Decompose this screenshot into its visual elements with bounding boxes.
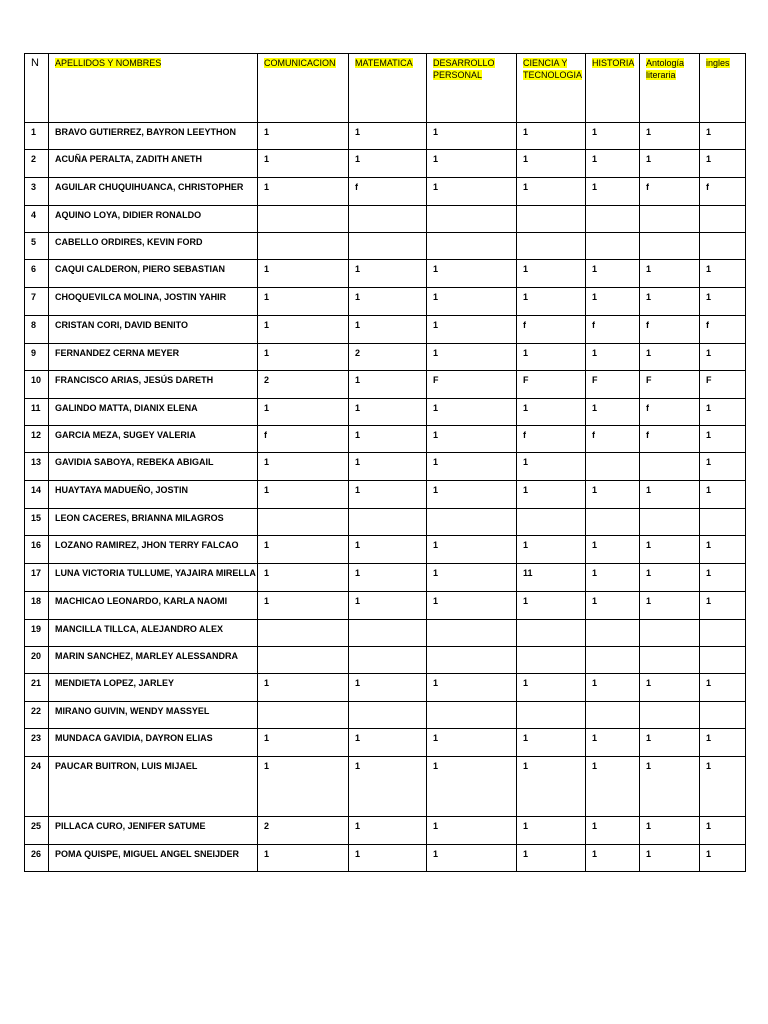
- grade-cell-antologia: 1: [640, 536, 700, 564]
- grade-cell-matematica: 1: [349, 371, 427, 399]
- grade-cell-ciencia: [517, 233, 586, 260]
- grade-cell-comunicacion: 1: [258, 453, 349, 481]
- grade-cell-desarrollo: [427, 647, 517, 674]
- grade-cell-historia: 1: [586, 817, 640, 845]
- grade-cell-matematica: 1: [349, 817, 427, 845]
- grade-cell-comunicacion: 1: [258, 288, 349, 316]
- grade-cell-antologia: 1: [640, 817, 700, 845]
- grade-cell-historia: [586, 509, 640, 536]
- grade-cell-matematica: [349, 233, 427, 260]
- grade-cell-matematica: 1: [349, 481, 427, 509]
- grade-cell-ingles: [700, 206, 746, 233]
- student-name: BRAVO GUTIERREZ, BAYRON LEEYTHON: [49, 123, 258, 150]
- grade-cell-ciencia: 1: [517, 845, 586, 872]
- grade-cell-matematica: 1: [349, 453, 427, 481]
- table-row: [25, 817, 746, 845]
- student-name: PAUCAR BUITRON, LUIS MIJAEL: [49, 757, 258, 817]
- grade-cell-historia: 1: [586, 288, 640, 316]
- student-name: MENDIETA LOPEZ, JARLEY: [49, 674, 258, 702]
- student-name: FRANCISCO ARIAS, JESÚS DARETH: [49, 371, 258, 399]
- grade-cell-antologia: f: [640, 399, 700, 426]
- grade-cell-comunicacion: 1: [258, 399, 349, 426]
- student-name: LEON CACERES, BRIANNA MILAGROS: [49, 509, 258, 536]
- student-name: LUNA VICTORIA TULLUME, YAJAIRA MIRELLA: [49, 564, 258, 592]
- grade-cell-ciencia: 1: [517, 150, 586, 178]
- grade-cell-ingles: 1: [700, 481, 746, 509]
- grade-cell-matematica: [349, 206, 427, 233]
- grade-cell-matematica: [349, 509, 427, 536]
- table-row: [25, 757, 746, 817]
- grade-cell-matematica: 1: [349, 288, 427, 316]
- header-desarrollo-label: DESARROLLO PERSONAL: [433, 58, 495, 80]
- grade-cell-desarrollo: 1: [427, 845, 517, 872]
- grade-cell-antologia: F: [640, 371, 700, 399]
- header-ingles-label: ingles: [706, 58, 730, 68]
- student-name: GAVIDIA SABOYA, REBEKA ABIGAIL: [49, 453, 258, 481]
- grade-cell-antologia: [640, 453, 700, 481]
- grade-cell-ciencia: 1: [517, 288, 586, 316]
- header-comunicacion-label: COMUNICACION: [264, 58, 336, 68]
- grade-cell-historia: 1: [586, 481, 640, 509]
- grade-cell-desarrollo: 1: [427, 123, 517, 150]
- grade-cell-matematica: 1: [349, 536, 427, 564]
- student-name: GALINDO MATTA, DIANIX ELENA: [49, 399, 258, 426]
- grade-cell-antologia: 1: [640, 288, 700, 316]
- grade-cell-historia: 1: [586, 344, 640, 371]
- grade-cell-antologia: 1: [640, 344, 700, 371]
- grade-cell-ingles: 1: [700, 592, 746, 620]
- row-number: 6: [25, 260, 49, 288]
- grade-cell-ciencia: F: [517, 371, 586, 399]
- grade-cell-desarrollo: 1: [427, 178, 517, 206]
- grade-cell-comunicacion: 1: [258, 481, 349, 509]
- grade-cell-ingles: 1: [700, 536, 746, 564]
- grade-cell-historia: f: [586, 316, 640, 344]
- table-row: [25, 481, 746, 509]
- grade-cell-ciencia: 1: [517, 178, 586, 206]
- grade-cell-historia: 1: [586, 592, 640, 620]
- grade-cell-comunicacion: 1: [258, 344, 349, 371]
- grade-cell-desarrollo: 1: [427, 536, 517, 564]
- grade-cell-matematica: 1: [349, 674, 427, 702]
- grade-cell-historia: 1: [586, 845, 640, 872]
- grade-cell-ciencia: 1: [517, 536, 586, 564]
- student-name: LOZANO RAMIREZ, JHON TERRY FALCAO: [49, 536, 258, 564]
- grade-cell-ingles: F: [700, 371, 746, 399]
- grade-cell-ingles: 1: [700, 288, 746, 316]
- grade-cell-desarrollo: 1: [427, 674, 517, 702]
- table-row: [25, 233, 746, 260]
- grade-cell-matematica: 1: [349, 592, 427, 620]
- grade-cell-matematica: 1: [349, 260, 427, 288]
- grade-cell-matematica: f: [349, 178, 427, 206]
- grade-cell-desarrollo: 1: [427, 260, 517, 288]
- grade-cell-historia: f: [586, 426, 640, 453]
- header-row: [25, 54, 746, 123]
- header-desarrollo: [427, 54, 517, 123]
- row-number: 5: [25, 233, 49, 260]
- student-name: MARIN SANCHEZ, MARLEY ALESSANDRA: [49, 647, 258, 674]
- grade-cell-matematica: 1: [349, 564, 427, 592]
- grade-cell-ciencia: 1: [517, 592, 586, 620]
- student-name: FERNANDEZ CERNA MEYER: [49, 344, 258, 371]
- grade-cell-matematica: [349, 702, 427, 729]
- grade-cell-comunicacion: 1: [258, 592, 349, 620]
- grade-cell-historia: [586, 206, 640, 233]
- grade-cell-ciencia: 1: [517, 260, 586, 288]
- grade-cell-historia: [586, 647, 640, 674]
- grade-cell-ingles: [700, 620, 746, 647]
- student-name: GARCIA MEZA, SUGEY VALERIA: [49, 426, 258, 453]
- grade-cell-comunicacion: 1: [258, 316, 349, 344]
- grade-cell-ingles: [700, 509, 746, 536]
- table-body: [25, 123, 746, 872]
- grade-cell-comunicacion: 1: [258, 729, 349, 757]
- row-number: 13: [25, 453, 49, 481]
- row-number: 8: [25, 316, 49, 344]
- grade-cell-ciencia: [517, 702, 586, 729]
- grade-cell-ciencia: 1: [517, 817, 586, 845]
- grade-cell-comunicacion: 1: [258, 757, 349, 817]
- grade-cell-comunicacion: 1: [258, 150, 349, 178]
- row-number: 20: [25, 647, 49, 674]
- grade-cell-antologia: 1: [640, 564, 700, 592]
- grade-cell-ingles: 1: [700, 150, 746, 178]
- grade-cell-desarrollo: 1: [427, 817, 517, 845]
- table-row: [25, 150, 746, 178]
- table-row: [25, 399, 746, 426]
- grade-cell-ciencia: [517, 620, 586, 647]
- student-name: PILLACA CURO, JENIFER SATUME: [49, 817, 258, 845]
- grade-cell-historia: 1: [586, 178, 640, 206]
- grade-cell-historia: 1: [586, 150, 640, 178]
- grade-cell-antologia: [640, 647, 700, 674]
- grade-cell-ingles: 1: [700, 260, 746, 288]
- table-row: [25, 647, 746, 674]
- student-name: MIRANO GUIVIN, WENDY MASSYEL: [49, 702, 258, 729]
- grade-cell-desarrollo: [427, 206, 517, 233]
- grade-cell-ciencia: [517, 206, 586, 233]
- row-number: 14: [25, 481, 49, 509]
- grade-cell-ciencia: 1: [517, 399, 586, 426]
- table-row: [25, 729, 746, 757]
- grade-cell-desarrollo: F: [427, 371, 517, 399]
- grade-cell-matematica: 2: [349, 344, 427, 371]
- header-matematica: [349, 54, 427, 123]
- grade-cell-comunicacion: [258, 620, 349, 647]
- grade-cell-ingles: f: [700, 316, 746, 344]
- grade-cell-comunicacion: 1: [258, 178, 349, 206]
- header-ciencia-label: CIENCIA Y TECNOLOGIA: [523, 58, 583, 80]
- grade-cell-comunicacion: f: [258, 426, 349, 453]
- grade-cell-comunicacion: [258, 647, 349, 674]
- grade-cell-ingles: 1: [700, 453, 746, 481]
- grade-cell-antologia: [640, 206, 700, 233]
- table-row: [25, 426, 746, 453]
- student-name: POMA QUISPE, MIGUEL ANGEL SNEIJDER: [49, 845, 258, 872]
- grade-cell-ingles: [700, 233, 746, 260]
- grade-cell-ciencia: 1: [517, 729, 586, 757]
- student-name: MACHICAO LEONARDO, KARLA NAOMI: [49, 592, 258, 620]
- grade-cell-comunicacion: 1: [258, 123, 349, 150]
- grade-cell-ingles: 1: [700, 845, 746, 872]
- grade-cell-ciencia: [517, 647, 586, 674]
- grade-cell-antologia: 1: [640, 150, 700, 178]
- grade-cell-historia: 1: [586, 564, 640, 592]
- table-row: [25, 592, 746, 620]
- grade-cell-comunicacion: [258, 509, 349, 536]
- grade-cell-antologia: [640, 620, 700, 647]
- grade-cell-matematica: 1: [349, 757, 427, 817]
- grade-cell-ciencia: f: [517, 426, 586, 453]
- grade-cell-matematica: 1: [349, 426, 427, 453]
- header-antologia: [640, 54, 700, 123]
- grade-cell-antologia: f: [640, 426, 700, 453]
- grade-cell-matematica: 1: [349, 845, 427, 872]
- header-antologia-label: Antología literaria: [646, 58, 685, 80]
- grade-cell-historia: F: [586, 371, 640, 399]
- grade-cell-matematica: 1: [349, 399, 427, 426]
- grade-cell-ciencia: 1: [517, 481, 586, 509]
- grade-cell-antologia: 1: [640, 757, 700, 817]
- grade-cell-historia: [586, 620, 640, 647]
- grade-cell-ingles: 1: [700, 757, 746, 817]
- header-historia: [586, 54, 640, 123]
- header-matematica-label: MATEMATICA: [355, 58, 413, 68]
- student-name: CABELLO ORDIRES, KEVIN FORD: [49, 233, 258, 260]
- student-name: MUNDACA GAVIDIA, DAYRON ELIAS: [49, 729, 258, 757]
- row-number: 4: [25, 206, 49, 233]
- grade-cell-comunicacion: 1: [258, 674, 349, 702]
- row-number: 22: [25, 702, 49, 729]
- grade-cell-ciencia: 1: [517, 453, 586, 481]
- grade-cell-comunicacion: 1: [258, 536, 349, 564]
- grade-cell-ingles: 1: [700, 564, 746, 592]
- grade-cell-ciencia: f: [517, 316, 586, 344]
- grade-cell-matematica: 1: [349, 123, 427, 150]
- table-row: [25, 845, 746, 872]
- header-names-label: APELLIDOS Y NOMBRES: [55, 58, 162, 68]
- row-number: 7: [25, 288, 49, 316]
- grade-cell-antologia: [640, 509, 700, 536]
- table-row: [25, 620, 746, 647]
- grade-cell-matematica: 1: [349, 729, 427, 757]
- table-row: [25, 536, 746, 564]
- row-number: 1: [25, 123, 49, 150]
- table-row: [25, 206, 746, 233]
- table-row: [25, 674, 746, 702]
- grade-cell-historia: 1: [586, 123, 640, 150]
- grade-cell-antologia: 1: [640, 592, 700, 620]
- table-row: [25, 260, 746, 288]
- grade-cell-antologia: 1: [640, 123, 700, 150]
- table-row: [25, 702, 746, 729]
- row-number: 10: [25, 371, 49, 399]
- grade-cell-ingles: 1: [700, 344, 746, 371]
- row-number: 2: [25, 150, 49, 178]
- row-number: 26: [25, 845, 49, 872]
- grade-cell-desarrollo: 1: [427, 399, 517, 426]
- grade-cell-ciencia: 11: [517, 564, 586, 592]
- student-name: AQUINO LOYA, DIDIER RONALDO: [49, 206, 258, 233]
- grade-cell-desarrollo: 1: [427, 426, 517, 453]
- grade-cell-ingles: f: [700, 178, 746, 206]
- grade-cell-historia: [586, 453, 640, 481]
- grade-cell-desarrollo: 1: [427, 481, 517, 509]
- grade-cell-desarrollo: [427, 509, 517, 536]
- grade-cell-ingles: [700, 647, 746, 674]
- grade-cell-desarrollo: 1: [427, 150, 517, 178]
- header-ingles: [700, 54, 746, 123]
- header-names: [49, 54, 258, 123]
- grade-cell-ingles: 1: [700, 817, 746, 845]
- grades-table: [24, 53, 746, 872]
- grade-cell-antologia: 1: [640, 481, 700, 509]
- grade-cell-ciencia: 1: [517, 123, 586, 150]
- table-row: [25, 453, 746, 481]
- grade-cell-ingles: 1: [700, 399, 746, 426]
- grade-cell-desarrollo: 1: [427, 453, 517, 481]
- grade-cell-ciencia: [517, 509, 586, 536]
- grade-cell-ingles: 1: [700, 426, 746, 453]
- grade-cell-comunicacion: [258, 206, 349, 233]
- grade-cell-antologia: 1: [640, 260, 700, 288]
- grade-cell-desarrollo: 1: [427, 592, 517, 620]
- grade-cell-desarrollo: 1: [427, 288, 517, 316]
- table-row: [25, 509, 746, 536]
- grade-cell-desarrollo: [427, 620, 517, 647]
- grade-cell-desarrollo: 1: [427, 344, 517, 371]
- row-number: 17: [25, 564, 49, 592]
- grade-cell-desarrollo: [427, 233, 517, 260]
- grade-cell-ingles: [700, 702, 746, 729]
- table-row: [25, 564, 746, 592]
- row-number: 3: [25, 178, 49, 206]
- header-n: [25, 54, 49, 123]
- grade-cell-historia: [586, 233, 640, 260]
- row-number: 15: [25, 509, 49, 536]
- grade-cell-matematica: [349, 647, 427, 674]
- table-row: [25, 123, 746, 150]
- row-number: 24: [25, 757, 49, 817]
- table-row: [25, 371, 746, 399]
- grade-cell-ciencia: 1: [517, 344, 586, 371]
- grade-cell-matematica: 1: [349, 316, 427, 344]
- grade-cell-historia: 1: [586, 260, 640, 288]
- grade-cell-comunicacion: 2: [258, 371, 349, 399]
- row-number: 19: [25, 620, 49, 647]
- row-number: 25: [25, 817, 49, 845]
- row-number: 9: [25, 344, 49, 371]
- table-row: [25, 288, 746, 316]
- grade-cell-historia: 1: [586, 757, 640, 817]
- grade-cell-antologia: f: [640, 316, 700, 344]
- student-name: CHOQUEVILCA MOLINA, JOSTIN YAHIR: [49, 288, 258, 316]
- grade-cell-historia: [586, 702, 640, 729]
- grade-cell-ingles: 1: [700, 674, 746, 702]
- student-name: AGUILAR CHUQUIHUANCA, CHRISTOPHER: [49, 178, 258, 206]
- grade-cell-desarrollo: 1: [427, 316, 517, 344]
- grade-cell-historia: 1: [586, 674, 640, 702]
- header-n-label: N: [31, 57, 39, 69]
- row-number: 16: [25, 536, 49, 564]
- grade-cell-antologia: 1: [640, 845, 700, 872]
- table-row: [25, 316, 746, 344]
- student-name: CRISTAN CORI, DAVID BENITO: [49, 316, 258, 344]
- grade-cell-comunicacion: 1: [258, 260, 349, 288]
- table-row: [25, 344, 746, 371]
- grade-cell-ciencia: 1: [517, 757, 586, 817]
- grade-cell-desarrollo: 1: [427, 757, 517, 817]
- row-number: 11: [25, 399, 49, 426]
- header-comunicacion: [258, 54, 349, 123]
- grade-cell-matematica: 1: [349, 150, 427, 178]
- student-name: HUAYTAYA MADUEÑO, JOSTIN: [49, 481, 258, 509]
- grade-cell-antologia: 1: [640, 674, 700, 702]
- grade-cell-antologia: [640, 702, 700, 729]
- grade-cell-antologia: 1: [640, 729, 700, 757]
- header-ciencia: [517, 54, 586, 123]
- grade-cell-historia: 1: [586, 399, 640, 426]
- header-historia-label: HISTORIA: [592, 58, 635, 68]
- grade-cell-ingles: 1: [700, 729, 746, 757]
- grade-cell-ciencia: 1: [517, 674, 586, 702]
- student-name: ACUÑA PERALTA, ZADITH ANETH: [49, 150, 258, 178]
- row-number: 12: [25, 426, 49, 453]
- row-number: 18: [25, 592, 49, 620]
- grade-cell-matematica: [349, 620, 427, 647]
- grade-cell-comunicacion: [258, 702, 349, 729]
- grade-cell-antologia: f: [640, 178, 700, 206]
- row-number: 21: [25, 674, 49, 702]
- grade-cell-historia: 1: [586, 729, 640, 757]
- grade-cell-comunicacion: 2: [258, 817, 349, 845]
- student-name: CAQUI CALDERON, PIERO SEBASTIAN: [49, 260, 258, 288]
- grade-cell-historia: 1: [586, 536, 640, 564]
- grade-cell-ingles: 1: [700, 123, 746, 150]
- grade-cell-comunicacion: 1: [258, 845, 349, 872]
- grade-cell-antologia: [640, 233, 700, 260]
- grade-cell-desarrollo: 1: [427, 729, 517, 757]
- grade-cell-desarrollo: 1: [427, 564, 517, 592]
- student-name: MANCILLA TILLCA, ALEJANDRO ALEX: [49, 620, 258, 647]
- grade-cell-comunicacion: 1: [258, 564, 349, 592]
- table-row: [25, 178, 746, 206]
- grade-cell-desarrollo: [427, 702, 517, 729]
- row-number: 23: [25, 729, 49, 757]
- grade-cell-comunicacion: [258, 233, 349, 260]
